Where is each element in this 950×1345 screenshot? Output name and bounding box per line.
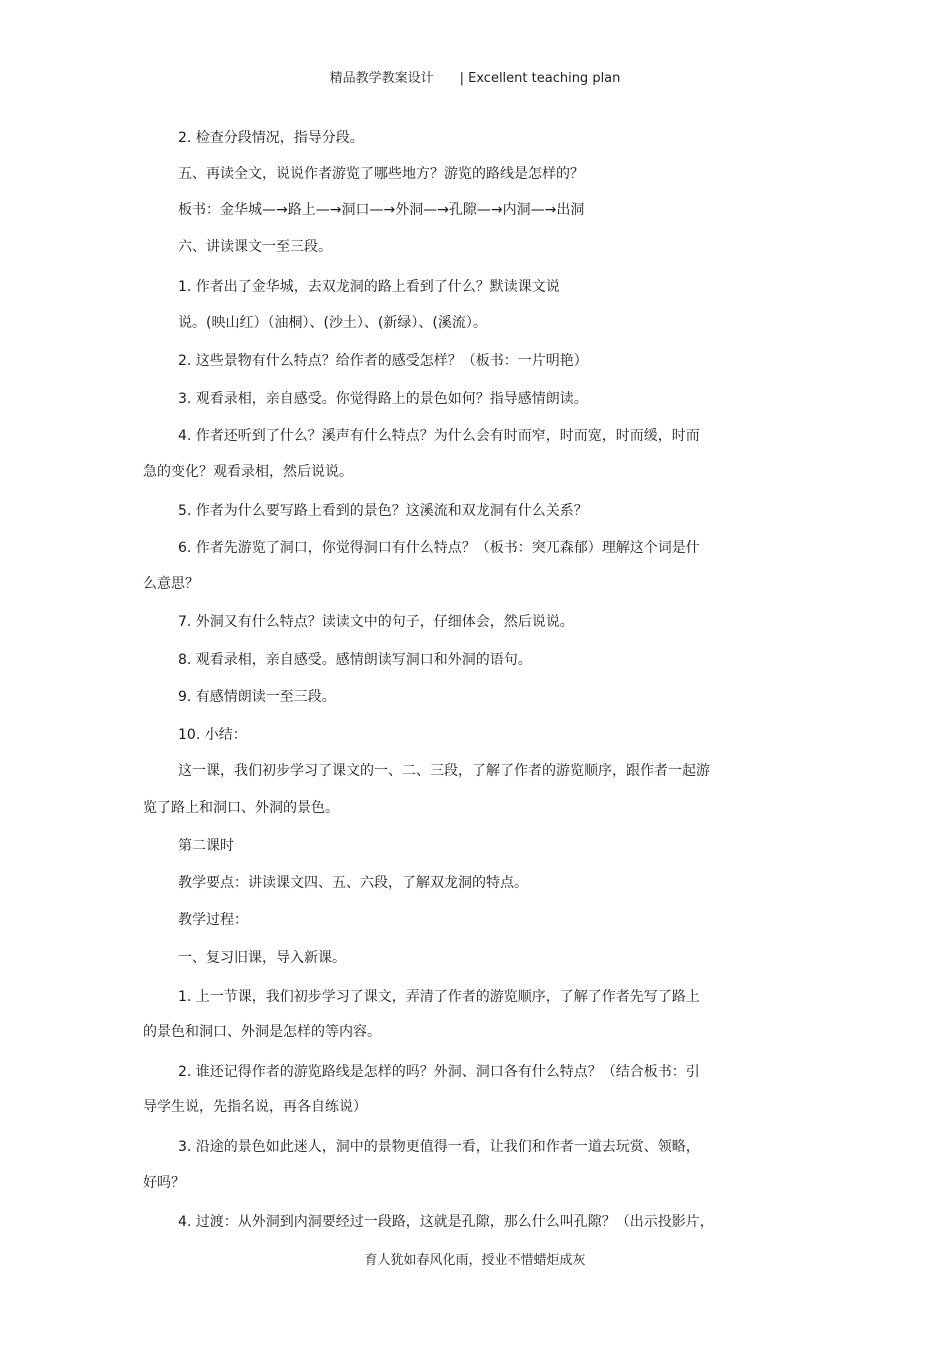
header-title: 精品教学教案设计 <box>329 71 434 86</box>
text-line: 急的变化？观看录相，然后说说。 <box>143 464 353 480</box>
text-line: 4. 过渡：从外洞到内洞要经过一段路，这就是孔隙，那么什么叫孔隙？（出示投影片， <box>178 1214 714 1230</box>
text-line: 五、再读全文，说说作者游览了哪些地方？游览的路线是怎样的？ <box>178 166 584 182</box>
text-line: 9. 有感情朗读一至三段。 <box>178 689 336 705</box>
text-line: 教学过程： <box>178 912 248 928</box>
text-line: 的景色和洞口、外洞是怎样的等内容。 <box>143 1024 381 1040</box>
page-header <box>0 67 950 86</box>
text-line: 7. 外洞又有什么特点？读读文中的句子，仔细体会，然后说说。 <box>178 614 574 630</box>
text-line: 8. 观看录相，亲自感受。感情朗读写洞口和外洞的语句。 <box>178 652 532 668</box>
text-line: 2. 这些景物有什么特点？给作者的感受怎样？（板书：一片明艳） <box>178 353 588 369</box>
text-line: 3. 观看录相，亲自感受。你觉得路上的景色如何？指导感情朗读。 <box>178 391 588 407</box>
text-line: 2. 检查分段情况，指导分段。 <box>178 130 364 146</box>
text-line: 1. 上一节课，我们初步学习了课文，弄清了作者的游览顺序，了解了作者先写了路上 <box>178 989 700 1005</box>
text-line: 好吗？ <box>143 1175 185 1191</box>
text-line: 3. 沿途的景色如此迷人，洞中的景物更值得一看，让我们和作者一道去玩赏、领略， <box>178 1139 700 1155</box>
text-line: 教学要点：讲读课文四、五、六段，了解双龙洞的特点。 <box>178 875 528 891</box>
text-line: 10. 小结： <box>178 727 247 743</box>
text-line: 第二课时 <box>178 838 234 854</box>
text-line: 1. 作者出了金华城，去双龙洞的路上看到了什么？默读课文说 <box>178 279 560 295</box>
text-line: 一、复习旧课，导入新课。 <box>178 950 346 966</box>
text-line: 板书：金华城—→路上—→洞口—→外洞—→孔隙—→内洞—→出洞 <box>178 202 585 218</box>
text-line: 六、讲读课文一至三段。 <box>178 239 332 255</box>
header-subtitle: | Excellent teaching plan <box>459 71 621 86</box>
text-line: 览了路上和洞口、外洞的景色。 <box>143 800 339 816</box>
text-line: 4. 作者还听到了什么？溪声有什么特点？为什么会有时而窄，时而宽，时而缓，时而 <box>178 428 700 444</box>
text-line: 导学生说，先指名说，再各自练说） <box>143 1099 367 1115</box>
text-line: 么意思？ <box>143 576 199 592</box>
text-line: 6. 作者先游览了洞口，你觉得洞口有什么特点？（板书：突兀森郁）理解这个词是什 <box>178 540 700 556</box>
text-line: 说。(映山红）（油桐）、(沙土）、(新绿）、(溪流）。 <box>178 315 487 331</box>
text-line: 2. 谁还记得作者的游览路线是怎样的吗？外洞、洞口各有什么特点？（结合板书：引 <box>178 1064 700 1080</box>
page-footer: 育人犹如春风化雨，授业不惜蜡炬成灰 <box>364 1253 586 1268</box>
text-line: 这一课，我们初步学习了课文的一、二、三段，了解了作者的游览顺序，跟作者一起游 <box>178 763 710 779</box>
text-line: 5. 作者为什么要写路上看到的景色？这溪流和双龙洞有什么关系？ <box>178 503 588 519</box>
